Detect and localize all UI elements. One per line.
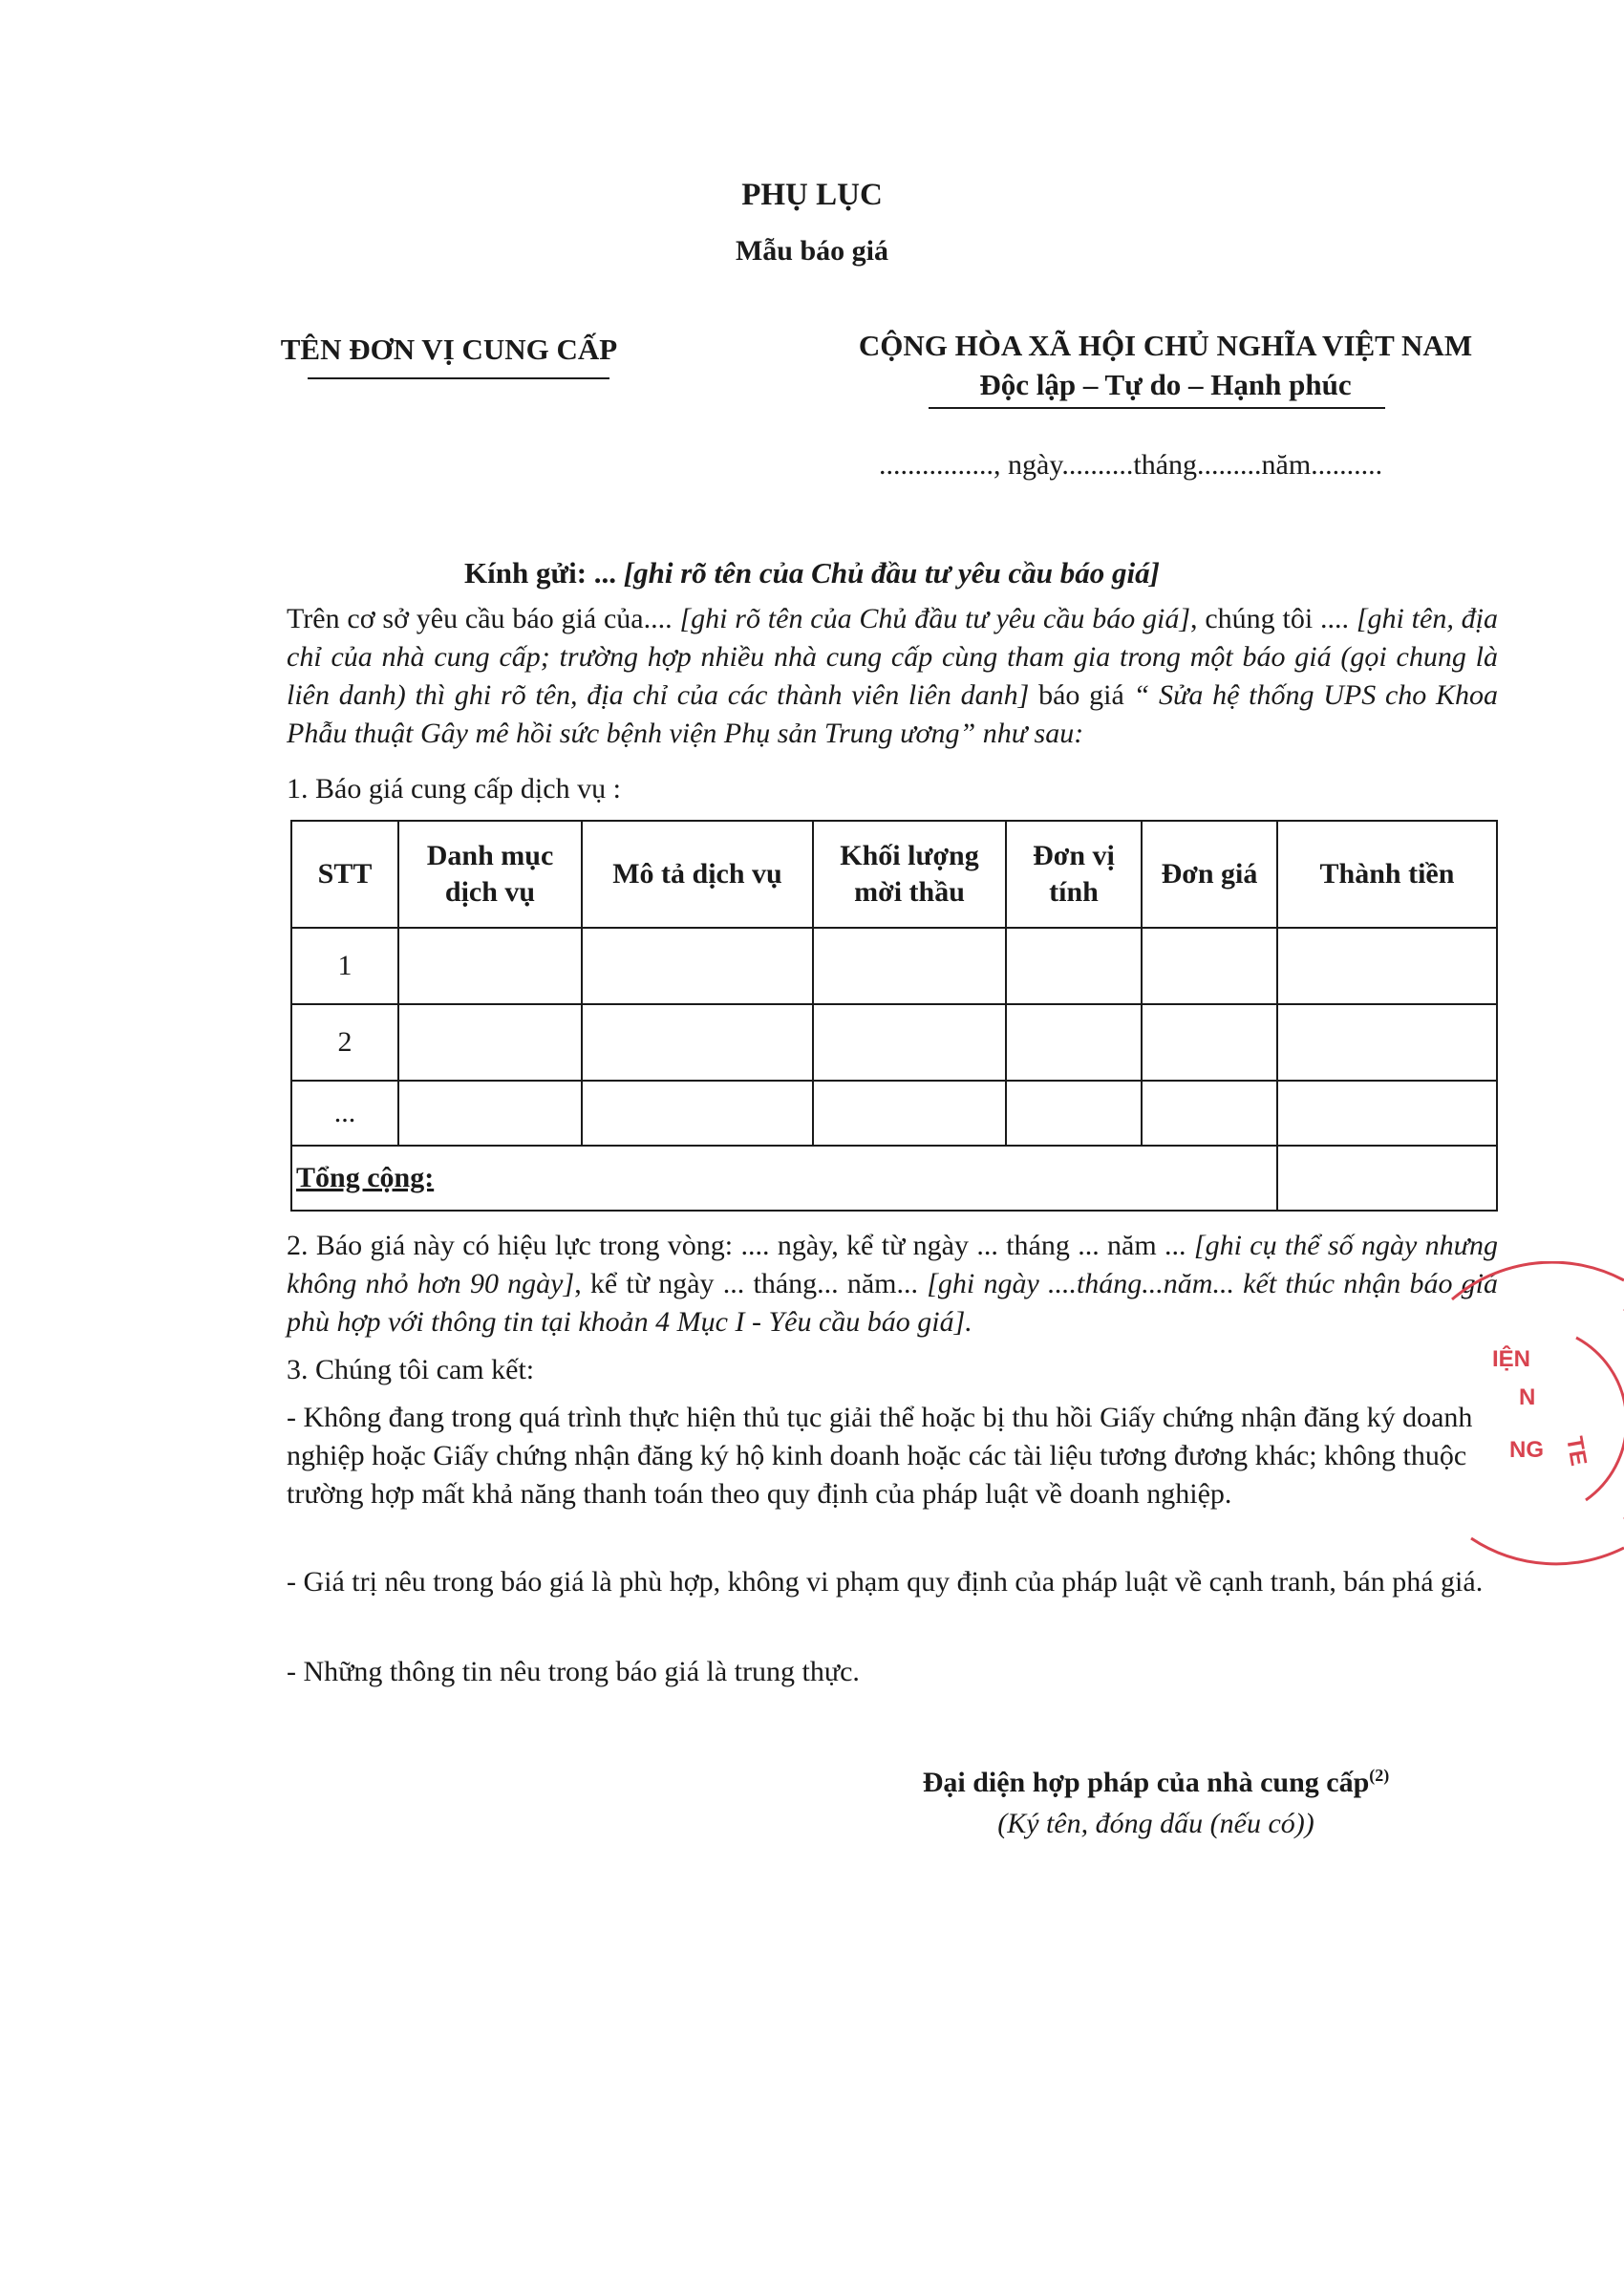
date-line: ................, ngày..........tháng.........năm.......... xyxy=(879,449,1383,481)
table-cell xyxy=(582,928,813,1004)
intro-paragraph xyxy=(287,600,1498,753)
table-cell xyxy=(1006,1081,1142,1146)
commitment-item-1: - Không đang trong quá trình thực hiện thủ tục giải thể hoặc bị thu hồi Giấy chứng nhận đăng ký doanh nghiệp hoặc Giấy chứng nhận đăng ký hộ kinh doanh hoặc các tài liệu tương đương khác; không thuộc trường hợp mất khả năng thanh toán theo quy định của pháp luật về doanh nghiệp. xyxy=(287,1402,1473,1510)
total-amount-cell xyxy=(1277,1146,1497,1211)
table-cell xyxy=(398,1081,582,1146)
table-total-row xyxy=(291,1146,1497,1211)
country-heading: CỘNG HÒA XÃ HỘI CHỦ NGHĨA VIỆT NAM xyxy=(858,329,1473,362)
table-cell xyxy=(1142,1081,1277,1146)
supplier-underline xyxy=(308,377,609,379)
signature-note: (Ký tên, đóng dấu (nếu có)) xyxy=(997,1808,1314,1839)
signature-footnote-mark: (2) xyxy=(1369,1766,1390,1785)
stamp-arc-outer-bottom xyxy=(1471,1538,1624,1564)
validity-text-1: 2. Báo giá này có hiệu lực trong vòng: .... ngày, kể từ ngày ... tháng ... năm ... xyxy=(287,1230,1194,1261)
intro-text-1: Trên cơ sở yêu cầu báo giá của.... xyxy=(287,603,680,634)
table-cell xyxy=(398,928,582,1004)
commitment-label: 3. Chúng tôi cam kết: xyxy=(287,1354,535,1385)
total-label: Tổng cộng: xyxy=(291,1146,1277,1211)
table-cell xyxy=(813,1081,1006,1146)
validity-paragraph xyxy=(287,1227,1498,1341)
page-title: PHỤ LỤC xyxy=(741,178,883,212)
supplier-name-heading: TÊN ĐƠN VỊ CUNG CẤP xyxy=(280,333,618,366)
table-row xyxy=(291,1081,1497,1146)
stamp-arc-outer-top xyxy=(1452,1262,1624,1299)
intro-placeholder-owner: [ghi rõ tên của Chủ đầu tư yêu cầu báo giá] xyxy=(679,603,1191,634)
stamp-text: IỆN xyxy=(1492,1346,1531,1372)
motto-heading: Độc lập – Tự do – Hạnh phúc xyxy=(979,368,1352,401)
table-cell xyxy=(813,928,1006,1004)
column-header-unit-price: Đơn giá xyxy=(1142,821,1277,928)
table-cell xyxy=(1006,1004,1142,1081)
greeting-prefix: Kính gửi: ... xyxy=(464,556,624,590)
column-header-amount: Thành tiền xyxy=(1277,821,1497,928)
table-cell-stt: 2 xyxy=(291,1004,398,1081)
stamp-text: N xyxy=(1519,1384,1536,1410)
table-cell xyxy=(1277,1004,1497,1081)
red-stamp-seal xyxy=(1433,1261,1624,1577)
intro-placeholder-supplier: [ghi tên, địa chỉ của nhà cung cấp; trường hợp nhiều nhà cung cấp cùng tham gia trong một báo giá (gọi chung là liên danh) thì ghi rõ tên, địa chỉ của các thành viên liên danh] xyxy=(287,603,1498,711)
column-header-stt: STT xyxy=(291,821,398,928)
signature-title-text: Đại diện hợp pháp của nhà cung cấp xyxy=(922,1767,1370,1798)
table-cell xyxy=(1006,928,1142,1004)
validity-text-2: , kể từ ngày ... tháng... năm... xyxy=(574,1268,928,1299)
commitment-item-2: - Giá trị nêu trong báo giá là phù hợp, không vi phạm quy định của pháp luật về cạnh tranh, bán phá giá. xyxy=(287,1566,1484,1598)
greeting-line xyxy=(0,556,1624,590)
intro-project-name: “ Sửa hệ thống UPS cho Khoa Phẫu thuật Gây mê hồi sức bệnh viện Phụ sản Trung ương” xyxy=(287,679,1499,749)
intro-text-4: như sau: xyxy=(975,718,1084,749)
stamp-text: TE xyxy=(1561,1434,1592,1469)
column-header-quantity: Khối lượng mời thầu xyxy=(813,821,1006,928)
validity-placeholder-days: [ghi cụ thể số ngày nhưng không nhỏ hơn 90 ngày] xyxy=(287,1230,1498,1299)
table-cell-stt: 1 xyxy=(291,928,398,1004)
column-header-service-category: Danh mục dịch vụ xyxy=(398,821,582,928)
stamp-text: NG xyxy=(1509,1437,1544,1463)
column-header-unit: Đơn vị tính xyxy=(1006,821,1142,928)
column-header-service-description: Mô tả dịch vụ xyxy=(582,821,813,928)
table-cell-stt: ... xyxy=(291,1081,398,1146)
table-cell xyxy=(813,1004,1006,1081)
table-cell xyxy=(582,1081,813,1146)
validity-placeholder-date: [ghi ngày ....tháng...năm... kết thúc nhận báo giá phù hợp với thông tin tại khoản 4 Mục I - Yêu cầu báo giá]. xyxy=(287,1268,1498,1338)
signature-title xyxy=(860,1766,1452,1799)
table-cell xyxy=(582,1004,813,1081)
table-cell xyxy=(1277,928,1497,1004)
table-row xyxy=(291,1004,1497,1081)
page-subtitle: Mẫu báo giá xyxy=(735,235,889,267)
table-row xyxy=(291,928,1497,1004)
section-1-label: 1. Báo giá cung cấp dịch vụ : xyxy=(287,773,621,804)
quote-table xyxy=(290,820,1498,1212)
table-cell xyxy=(398,1004,582,1081)
stamp-arc-ring xyxy=(1576,1338,1624,1500)
motto-underline xyxy=(929,407,1385,409)
intro-text-3: báo giá xyxy=(1029,679,1134,711)
intro-text-2: , chúng tôi .... xyxy=(1190,603,1357,634)
table-cell xyxy=(1142,928,1277,1004)
greeting-placeholder: [ghi rõ tên của Chủ đầu tư yêu cầu báo giá] xyxy=(623,556,1160,590)
table-cell xyxy=(1277,1081,1497,1146)
commitment-item-3: - Những thông tin nêu trong báo giá là trung thực. xyxy=(287,1656,860,1687)
table-header-row xyxy=(291,821,1497,928)
table-cell xyxy=(1142,1004,1277,1081)
